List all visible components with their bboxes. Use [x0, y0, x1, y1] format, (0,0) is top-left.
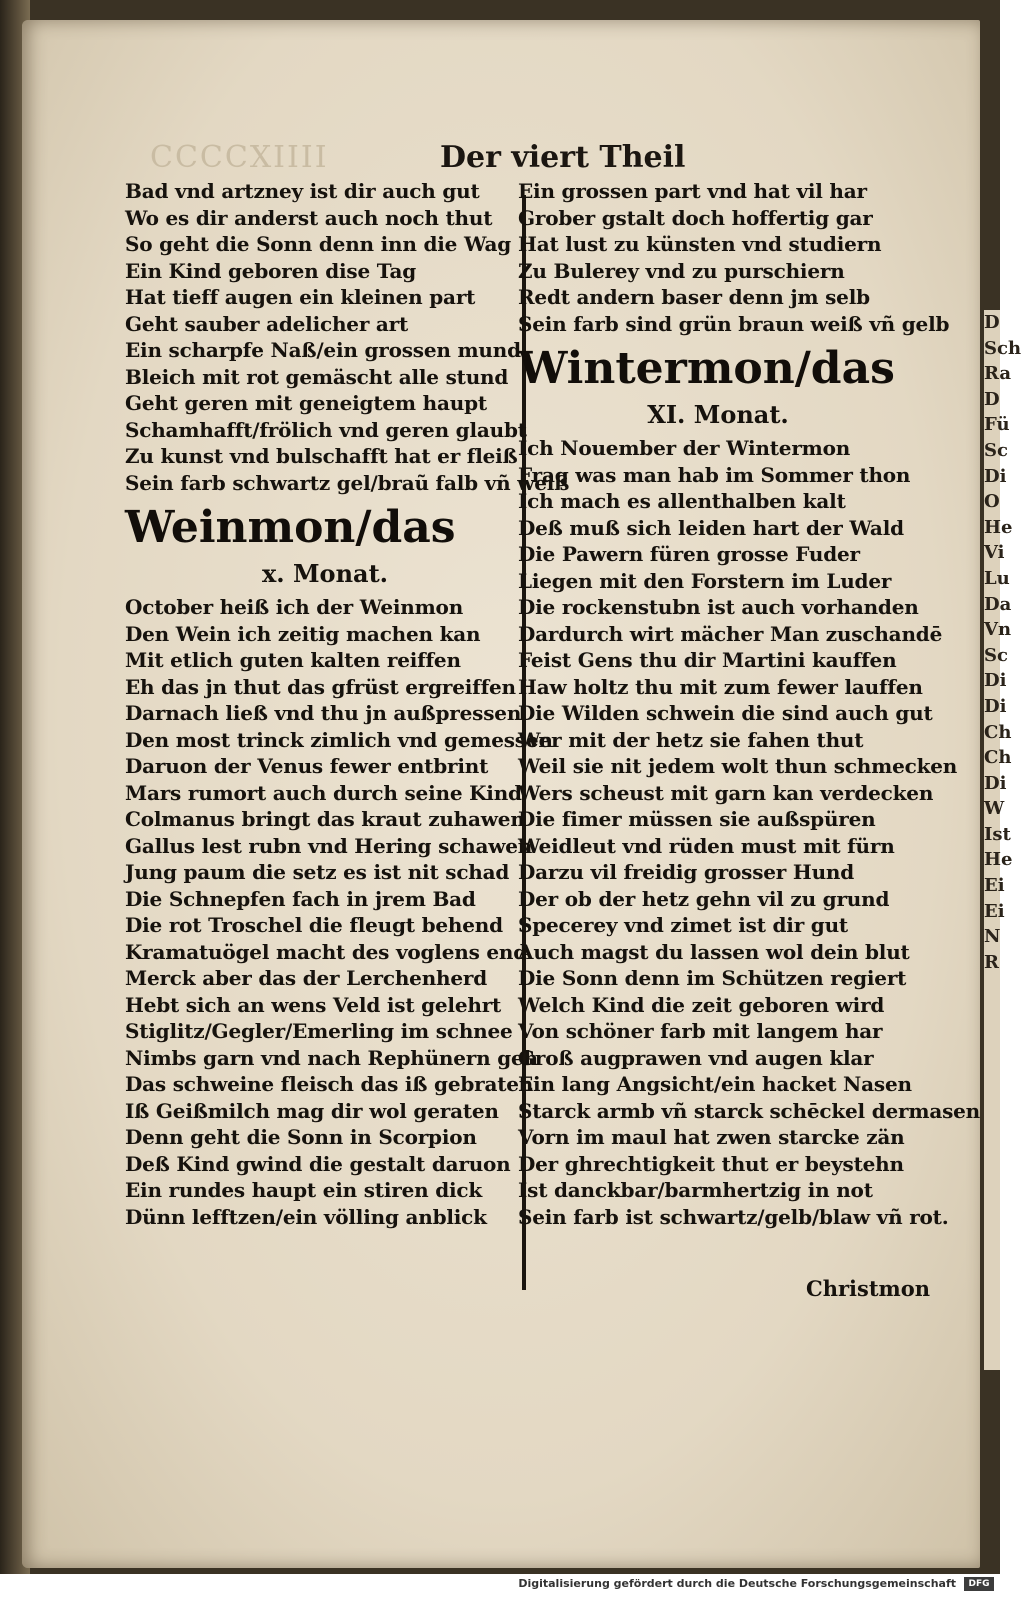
section-subtitle-xi: XI. Monat. — [647, 400, 789, 429]
verse-line: Weidleut vnd rüden must mit fürn — [518, 833, 895, 858]
left-column — [125, 178, 570, 1230]
verse-line: Die rockenstubn ist auch vorhanden — [518, 595, 919, 619]
verse-line: October heiß ich der Weinmon — [125, 595, 464, 619]
verse-line: Ich Nouember der Wintermon — [518, 436, 851, 460]
running-header: Der viert Theil — [440, 140, 686, 175]
verse-line: Ein scharpfe Naß/ein grossen mund — [125, 338, 521, 362]
verse-line: Frag was man hab im Sommer thon — [518, 462, 911, 487]
verse-line: Bleich mit rot gemäscht alle stund — [125, 364, 509, 389]
next-page-fragment: Di — [984, 670, 1007, 692]
catchword: Christmon — [806, 1276, 931, 1301]
verse-line: Iß Geißmilch mag dir wol geraten — [125, 1098, 499, 1123]
verse-line: Ein lang Angsicht/ein hacket Nasen — [518, 1072, 912, 1096]
verse-line: Ein grossen part vnd hat vil har — [518, 179, 867, 203]
verse-line: Geht sauber adelicher art — [125, 311, 409, 336]
verse-line: Hat tieff augen ein kleinen part — [125, 285, 476, 309]
verse-line: Schamhafft/frölich vnd geren glaubt — [125, 417, 527, 442]
verse-line: Geht geren mit geneigtem haupt — [125, 391, 487, 415]
next-page-fragment: D — [984, 388, 1000, 410]
verse-line: Die Pawern füren grosse Fuder — [518, 542, 860, 566]
verse-line: Auch magst du lassen wol dein blut — [518, 939, 910, 964]
verse-line: Colmanus bringt das kraut zuhawen — [125, 807, 525, 831]
next-page-fragment: Lu — [984, 567, 1010, 589]
section-subtitle-x: x. Monat. — [261, 559, 389, 588]
footer-bar — [0, 1574, 1000, 1598]
right-column — [518, 178, 981, 1230]
next-page-fragment: Sc — [984, 439, 1008, 461]
verse-line: Der ghrechtigkeit thut er beystehn — [518, 1151, 904, 1176]
verse-line: Das schweine fleisch das iß gebraten — [125, 1072, 534, 1096]
verse-line: Gallus lest rubn vnd Hering schawen — [125, 833, 533, 858]
next-page-edge — [984, 310, 1021, 1370]
next-page-fragment: Ei — [984, 900, 1005, 922]
verse-line: Wers scheust mit garn kan verdecken — [518, 780, 934, 805]
verse-line: Kramatuögel macht des voglens end — [125, 939, 528, 964]
verse-line: Die rot Troschel die fleugt behend — [125, 913, 503, 937]
verse-line: Von schöner farb mit langem har — [518, 1019, 883, 1043]
verse-line: Nimbs garn vnd nach Rephünern geh — [125, 1045, 538, 1070]
verse-line: Die fimer müssen sie außspüren — [518, 807, 876, 831]
next-page-fragment: Di — [984, 695, 1007, 717]
next-page-fragment: Sch — [984, 337, 1021, 359]
next-page-fragment: He — [984, 516, 1013, 538]
verse-line: Ein Kind geboren dise Tag — [125, 258, 417, 283]
verse-line: Wo es dir anderst auch noch thut — [125, 205, 493, 230]
verse-line: Mit etlich guten kalten reiffen — [125, 648, 461, 672]
next-page-fragment: D — [984, 312, 1000, 333]
verse-line: Die Sonn denn im Schützen regiert — [518, 966, 907, 990]
verse-line: Mars rumort auch durch seine Kind — [125, 780, 522, 805]
next-page-fragment: N — [984, 926, 1001, 948]
verse-line: Eh das jn thut das gfrüst ergreiffen — [125, 674, 516, 699]
verse-line: Redt andern baser denn jm selb — [518, 285, 870, 309]
section-title-wintermon: Wintermon/das — [518, 343, 895, 394]
verse-line: Ich mach es allenthalben kalt — [518, 489, 846, 513]
verse-line: Die Wilden schwein die sind auch gut — [518, 701, 933, 725]
next-page-fragment: Di — [984, 772, 1007, 794]
verse-line: Zu kunst vnd bulschafft hat er fleiß — [125, 444, 518, 468]
next-page-fragment: Vi — [984, 542, 1005, 564]
verse-line: Specerey vnd zimet ist dir gut — [518, 913, 848, 937]
next-page-fragment: Ei — [984, 875, 1005, 897]
verse-line: Weil sie nit jedem wolt thun schmecken — [518, 754, 958, 778]
verse-line: So geht die Sonn denn inn die Wag — [125, 232, 512, 256]
verse-line: Groß augprawen vnd augen klar — [518, 1045, 874, 1070]
verse-line: Starck armb vñ starck schēckel dermasen — [518, 1098, 981, 1123]
verse-line: Sein farb sind grün braun weiß vñ gelb — [518, 311, 950, 336]
verse-line: Liegen mit den Forstern im Luder — [518, 568, 892, 593]
verse-line: Merck aber das der Lerchenherd — [125, 966, 488, 990]
verse-line: Grober gstalt doch hoffertig gar — [518, 205, 873, 230]
verse-line: Sein farb ist schwartz/gelb/blaw vñ rot. — [518, 1204, 949, 1229]
next-page-fragment: Fü — [984, 414, 1010, 436]
next-page-fragment: Sc — [984, 644, 1008, 666]
next-page-fragment: Ch — [984, 747, 1012, 769]
verse-line: Den Wein ich zeitig machen kan — [125, 621, 481, 646]
verse-line: Darnach ließ vnd thu jn außpressen — [125, 701, 522, 725]
next-page-fragment: Ist — [984, 823, 1011, 845]
next-page-fragment: Di — [984, 465, 1007, 487]
next-page-fragment: He — [984, 849, 1013, 871]
section-title-weinmon: Weinmon/das — [125, 502, 456, 553]
verse-line: Deß muß sich leiden hart der Wald — [518, 515, 904, 540]
verse-line: Daruon der Venus fewer entbrint — [125, 754, 489, 778]
verse-line: Bad vnd artzney ist dir auch gut — [125, 179, 480, 203]
next-page-fragment: R — [984, 951, 999, 973]
verse-line: Hebt sich an wens Veld ist gelehrt — [125, 992, 502, 1017]
verse-line: Der ob der hetz gehn vil zu grund — [518, 886, 890, 911]
right-verses-top — [518, 178, 950, 337]
right-verses-bottom — [518, 435, 981, 1230]
verse-line: Ein rundes haupt ein stiren dick — [125, 1178, 483, 1202]
verse-line: Wer mit der hetz sie fahen thut — [518, 727, 864, 752]
verse-line: Die Schnepfen fach in jrem Bad — [125, 886, 476, 911]
verse-line: Sein farb schwartz gel/braũ falb vñ weiß — [125, 470, 570, 495]
verse-line: Deß Kind gwind die gestalt daruon — [125, 1151, 511, 1176]
verse-line: Haw holtz thu mit zum fewer lauffen — [518, 674, 923, 699]
verse-line: Feist Gens thu dir Martini kauffen — [518, 648, 897, 672]
next-page-fragment: Da — [984, 593, 1012, 615]
left-verses-bottom — [125, 594, 553, 1230]
verse-line: Denn geht die Sonn in Scorpion — [125, 1125, 477, 1149]
bleed-through-header: CCCCXIIII — [150, 140, 329, 175]
verse-line: Ist danckbar/barmhertzig in not — [518, 1178, 873, 1202]
dfg-logo-icon: DFG — [964, 1577, 994, 1591]
verse-line: Jung paum die setz es ist nit schad — [125, 860, 510, 884]
verse-line: Dardurch wirt mächer Man zuschandē — [518, 621, 943, 646]
next-page-fragment: O — [984, 491, 1000, 513]
verse-line: Dünn lefftzen/ein völling anblick — [125, 1204, 487, 1229]
verse-line: Hat lust zu künsten vnd studiern — [518, 232, 882, 256]
footer-credit: Digitalisierung gefördert durch die Deutsche Forschungsgemeinschaft — [518, 1577, 956, 1590]
left-verses-top — [125, 178, 570, 496]
next-page-fragment: Ra — [984, 363, 1012, 385]
next-page-fragment: W — [984, 798, 1005, 820]
verse-line: Vorn im maul hat zwen starcke zän — [518, 1125, 905, 1149]
verse-line: Den most trinck zimlich vnd gemessen — [125, 727, 553, 752]
verse-line: Darzu vil freidig grosser Hund — [518, 860, 855, 884]
next-page-fragment: Ch — [984, 721, 1012, 743]
verse-line: Zu Bulerey vnd zu purschiern — [518, 258, 845, 283]
next-page-fragment: Vn — [984, 619, 1012, 641]
verse-line: Welch Kind die zeit geboren wird — [518, 992, 885, 1017]
verse-line: Stiglitz/Gegler/Emerling im schnee — [125, 1019, 513, 1043]
